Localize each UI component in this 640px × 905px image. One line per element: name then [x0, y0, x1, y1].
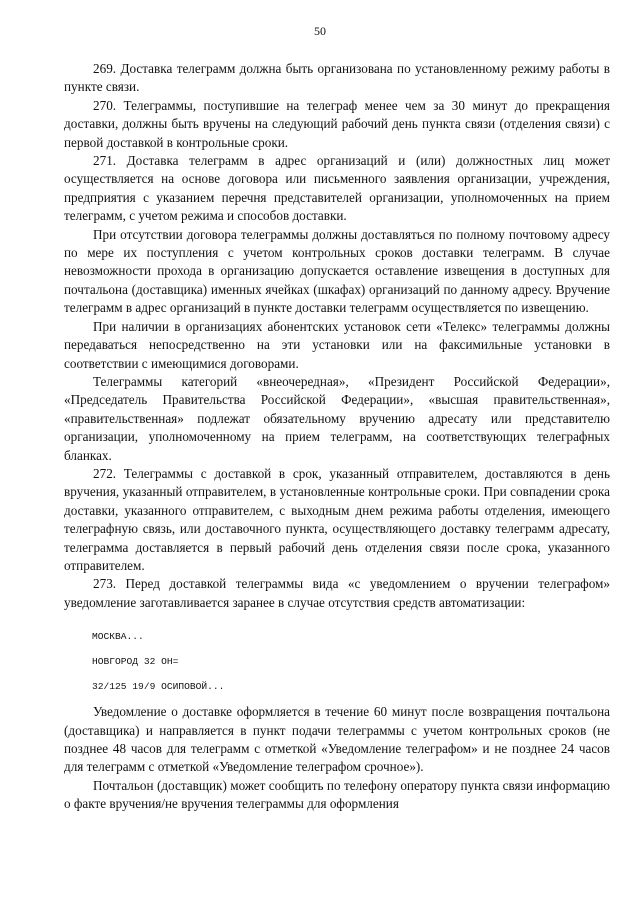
paragraph-273: 273. Перед доставкой телеграммы вида «с уведомлением о вручении телеграфом» уведомление заготавливается заранее в случае отсутствия средств автоматизации: — [64, 576, 610, 610]
telegram-line-recipient: 32/125 19/9 ОСИПОВОЙ... — [92, 681, 225, 693]
paragraph-270: 270. Телеграммы, поступившие на телеграф менее чем за 30 минут до прекращения доставки, должны быть вручены на следующий рабочий день пункта связи (отделения связи) с первой доставкой в контрольные сроки. — [64, 97, 610, 150]
paragraph-272: 272. Телеграммы с доставкой в срок, указанный отправителем, доставляются в день вручения, указанный отправителем, в установленные контрольные сроки. При совпадении срока доставки, указанного отправителем, с выходным днем режима работы отделения, имеющего телеграфную связь, или доставочного пункта, осуществляющего доставку телеграмм адресату, телеграмма доставляется в первый рабочий день отделения связи после срока, указанного отправителем. — [64, 465, 610, 573]
telegram-line-city: МОСКВА... — [92, 631, 144, 643]
paragraph-notification-delivery: Уведомление о доставке оформляется в течение 60 минут после возвращения почтальона (доставщика) и направляется в пункт подачи телеграммы с учетом контрольных сроков (не позднее 48 часов для телеграмм с отметкой «Уведомление телеграфом» и не позднее 24 часов для телеграмм с отметкой «Уведомление телеграфом срочное»). — [64, 704, 610, 775]
paragraph-271: 271. Доставка телеграмм в адрес организаций и (или) должностных лиц может осуществляется на основе договора или письменного заявления организации, учреждения, предприятия с указанием перечня представителей организации, уполномоченных на прием телеграмм, с учетом режима и способов доставки. — [64, 153, 610, 224]
telegram-line-origin: НОВГОРОД 32 ОН= — [92, 656, 179, 668]
paragraph-269: 269. Доставка телеграмм должна быть организована по установленному режиму работы в пункте связи. — [64, 61, 610, 95]
page-number: 50 — [314, 24, 326, 38]
paragraph-telex: При наличии в организациях абонентских установок сети «Телекс» телеграммы должны передаваться непосредственно на эти установки или на факсимильные установки в соответствии с имеющимися договорами. — [64, 318, 610, 371]
document-body — [64, 60, 610, 814]
paragraph-postman-phone: Почтальон (доставщик) может сообщить по телефону оператору пункта связи информацию о факте вручения/не вручения телеграммы для оформления — [64, 777, 610, 812]
paragraph-categories: Телеграммы категорий «внеочередная», «Президент Российской Федерации», «Председатель Правительства Российской Федерации», «высшая правительственная», «правительственная» подлежат обязательному вручению адресату или представителю организации, уполномоченному на прием телеграмм, на соответствующих телеграфных бланках. — [64, 373, 610, 463]
telegram-notification-sample — [64, 612, 610, 703]
paragraph-no-contract: При отсутствии договора телеграммы должны доставляться по полному почтовому адресу по мере их поступления с учетом контрольных сроков доставки телеграмм. В случае невозможности прохода в организацию допускается оставление извещения в доступных для почтальона (доставщика) именных ячейках (шкафах) организаций по данному адресу. Вручение телеграмм в адрес организаций в пункте доставки телеграмм осуществляется по извещению. — [64, 226, 610, 316]
